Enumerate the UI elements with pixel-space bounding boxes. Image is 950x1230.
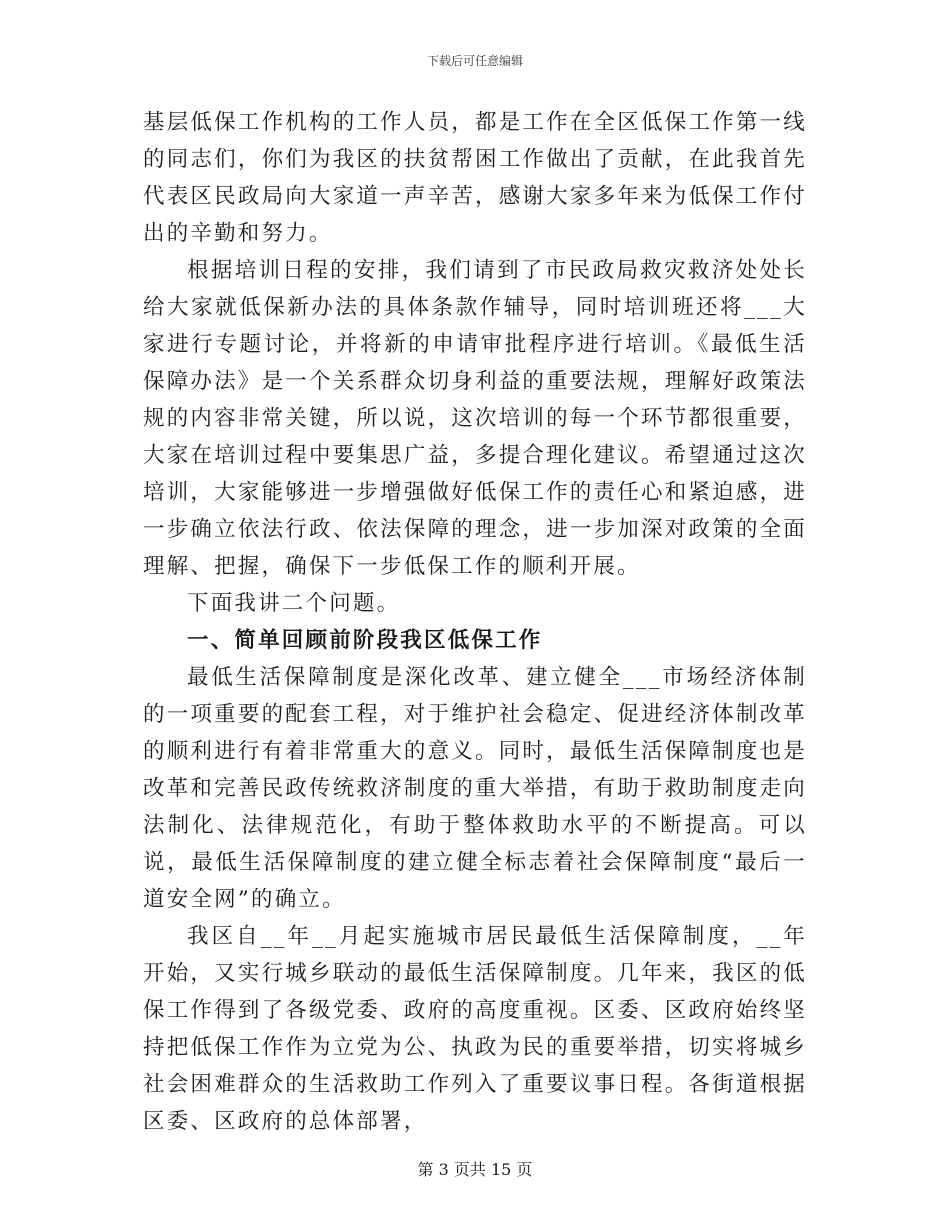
paragraph-intro-two-issues: 下面我讲二个问题。 <box>187 591 401 616</box>
paragraph-system-significance: 最低生活保障制度是深化改革、建立健全___市场经济体制的一项重要的配套工程，对于维护社会稳定、促进经济体制改革的顺利进行有着非常重大的意义。同时，最低生活保障制度也是改革和完善民政传统救济制度的重大举措，有助于救助制度走向法制化、法律规范化，有助于整体救助水平的不断提高。可以说，最低生活保障制度的建立健全标志着社会保障制度“最后一道安全网”的确立。 <box>143 665 807 912</box>
page-number: 第 3 页共 15 页 <box>417 1160 533 1179</box>
page-header: 下载后可任意编辑 <box>426 54 523 68</box>
paragraph-district-history: 我区自__年__月起实施城市居民最低生活保障制度，__年开始，又实行城乡联动的最低生活保障制度。几年来，我区的低保工作得到了各级党委、政府的高度重视。区委、区政府始终坚持把低保工作作为立党为公、执政为民的重要举措，切实将城乡社会困难群众的生活救助工作列入了重要议事日程。各街道根据区委、区政府的总体部署， <box>143 924 807 1134</box>
paragraph-continuation: 基层低保工作机构的工作人员，都是工作在全区低保工作第一线的同志们，你们为我区的扶贫帮困工作做出了贡献，在此我首先代表区民政局向大家道一声辛苦，感谢大家多年来为低保工作付出的辛勤和努力。 <box>143 110 807 246</box>
paragraph-training-schedule: 根据培训日程的安排，我们请到了市民政局救灾救济处处长给大家就低保新办法的具体条款作辅导，同时培训班还将___大家进行专题讨论，并将新的申请审批程序进行培训。《最低生活保障办法》是一个关系群众切身利益的重要法规，理解好政策法规的内容非常关键，所以说，这次培训的每一个环节都很重要，大家在培训过程中要集思广益，多提合理化建议。希望通过这次培训，大家能够进一步增强做好低保工作的责任心和紧迫感，进一步确立依法行政、依法保障的理念，进一步加深对政策的全面理解、把握，确保下一步低保工作的顺利开展。 <box>143 258 807 579</box>
document-body <box>143 104 807 1140</box>
section-heading: 一、简单回顾前阶段我区低保工作 <box>187 628 543 653</box>
